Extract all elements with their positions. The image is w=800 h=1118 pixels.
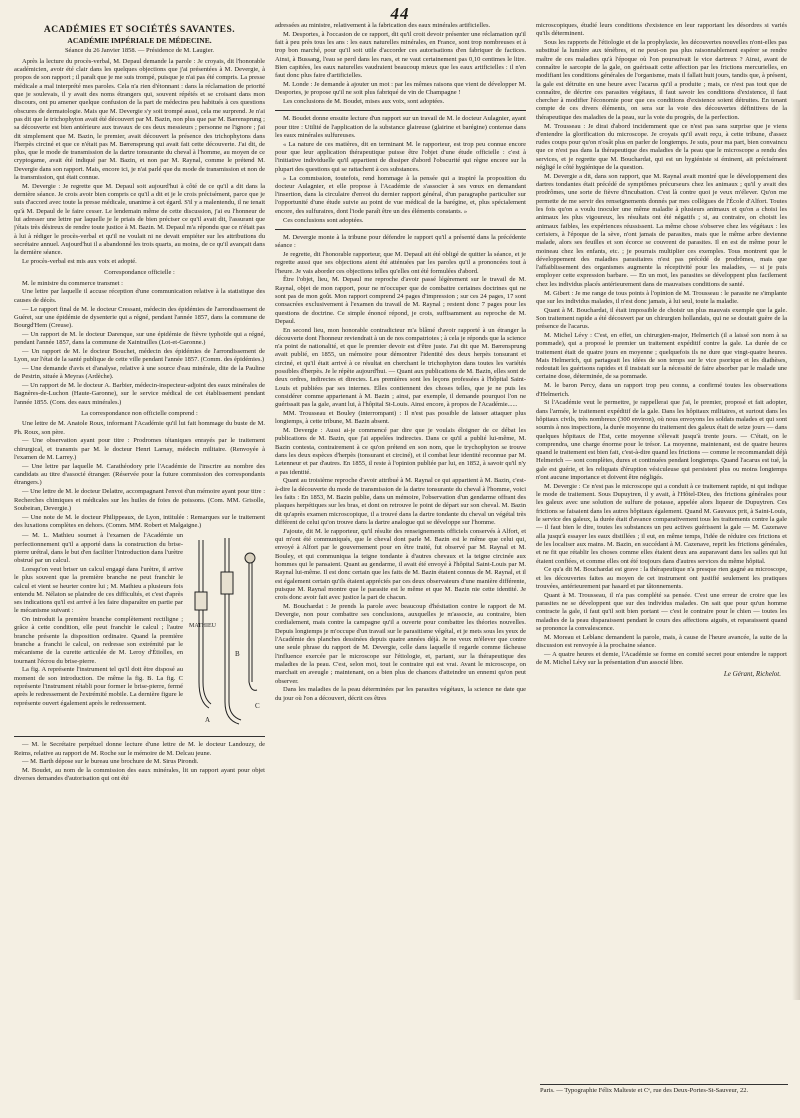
paragraph: — M. L. Mathieu soumet à l'examen de l'Académie un perfectionnement qu'il a apporté dans la construction du brise-pierre urétral, dans le but d'en faciliter l'introduction dans l'urètre obstrué par un calcul.: [14, 532, 183, 565]
paragraph: microscopiques, étudié leurs conditions d'existence en leur rapportant les désordres si variés qu'ils déterminent.: [536, 22, 787, 38]
paragraph: Dans les maladies de la peau déterminées par les parasites végétaux, la science ne date que du jour où l'on a découvert, décrit ces êtres: [275, 686, 526, 702]
academy-heading: ACADÉMIE IMPÉRIALE DE MÉDECINE.: [67, 36, 212, 46]
paragraph: — Un rapport de M. le docteur Darenque, sur une épidémie de fièvre typhoïde qui a régné, pendant l'année 1857, dans la commune de Xaintrailles (Lot-et-Garonne.): [14, 330, 265, 347]
paragraph: Ces conclusions sont adoptées.: [283, 216, 364, 224]
paragraph: Sous les rapports de l'étiologie et de la prophylaxie, les découvertes nouvelles n'ont-elles pas substitué la lumière aux ténèbres, et ne peut-on pas plus raisonnablement espérer se rendre maître de ces maladies qu'à l'époque où l'on poursuivait le vice dartreux ? Ainsi, avant de connaître le sarcopte de la gale, on guérissait cette affection par les frictions mercurielles, en modifiant les conditions générales de l'organisme, mais il fallait huit jours, tandis que, à présent, la gale est détruite en une heure avec l'acarus qu'il a produite ; mais, ce n'est pas tout que de connaître, de décrire ces parasites végétaux, il faut savoir les conditions d'existence, il faut chercher à modifier l'économie pour que ces conditions d'existence soient détruites. En tenant compte de ces divers éléments, on sera sur la voie des découvertes définitives de la thérapeutique des maladies de la peau, sur la voie du progrès, de la perfection.: [536, 39, 787, 121]
page-edge-shadow: [792, 100, 800, 1000]
divider: [275, 110, 526, 111]
figure-maker-label: MATHIEU: [189, 623, 216, 630]
paragraph: M. Gibert : Je me range de tous points à l'opinion de M. Trousseau : le parasite ne s'implante que sur les individus malades, il n'est donc jamais, à lui seul, toute la maladie.: [536, 289, 787, 305]
figure-label-b: B: [235, 650, 240, 659]
paragraph: « La nature de ces matières, dit en terminant M. le rapporteur, est trop peu connue encore pour que leur application thérapeutique puisse être l'objet d'une étude officielle : c'est à l'initiative individuelle qu'il appartient de dissiper d'abord l'obscurité qui règne encore sur la plupart des questions qui se rattachent à ces substances.: [275, 140, 526, 173]
paragraph: » La commission, toutefois, rend hommage à la pensée qui a inspiré la proposition du docteur Aulagnier, et elle propose à l'Académie de s'associer à ses vœux en demandant l'insertion, dans la circulaire d'envoi du dernier rapport général, d'un paragraphe particulier sur l'opportunité d'une étude suivie au point de vue médical de la barégine, et, plus spécialement encore, des sulfuraires, dont l'iode paraît être un des éléments constants. »: [275, 174, 526, 215]
paragraph: M. Devergie monte à la tribune pour défendre le rapport qu'il a présenté dans la précédente séance :: [275, 233, 526, 250]
figure-text: [14, 532, 183, 732]
paragraph: M. Devergie : Ce n'est pas le microscope qui a conduit à ce traitement rapide, ni qui indique le mode de traitement. Sous Dupuytren, il y avait, à l'Hôtel-Dieu, des frictions générales pour les galeux avec une solution de sulfure de potasse, appelée alors liqueur de Dupuytren. Ces frictions se faisaient dans les autres hôpitaux également. Quand M. Gauvaux prit, à Saint-Louis, le service des galeux, la durée était d'avance comparativement tous les traitements contre la gale — il faut bien le dire, toutes les substances un peu actives guérissent la gale — M. Cazenave alla jusqu'à essayer les eaux distillées ; il eut, en même temps, l'idée de réduire ces frictions et de les localiser aux mains. M. Bazin, en succédant à M. Cazenave, reprit les frictions générales, et ne fit que rétablir les choses comme elles étaient deux ans auparavant dans les salles qui lui étaient confiées, et comme elles ont été toujours dans d'autres services du même hôpital.: [536, 482, 787, 565]
column-2: [275, 22, 526, 1082]
paragraph: MM. Trousseau et Bouley (interrompant) : Il n'est pas possible de laisser attaquer plus longtemps, à cette tribune, M. Bazin absent.: [275, 410, 526, 426]
paragraph: M. Londe : Je demande à ajouter un mot : par les mêmes raisons que vient de développer M. Desportes, je propose qu'il ne soit plus fabriqué de vin de Champagne !: [275, 81, 526, 97]
signature: Le Gérant, Richelot.: [723, 670, 781, 679]
divider: [14, 736, 265, 737]
column-1: [14, 22, 265, 1082]
paragraph: Après la lecture du procès-verbal, M. Depaul demande la parole : Je croyais, dit l'honorable académicien, avoir été clair dans les quelques objections que j'ai présentées à M. Devergie, à propos de son rapport ; il paraît que je me suis trompé, puisque je n'ai pas été compris. La presse médicale a mal interprété mes paroles. Cela n'a rien d'étonnant : dans la réclamation de priorité que je soulevais, il y avait des noms étrangers qui, souvent répétés et se croisant dans mon discours, ont pu amener quelque confusion de la part de médecins peu habitués à ces questions obscures de dermatologie. Mais que M. Devergie s'y soit trompé aussi, cela me surprend. Je n'ai pas dit que le trichophyton avait été découvert par M. Bazin, non plus que par M. Bærensprung ; sa découverte est bien antérieure aux travaux de ces deux messieurs ; personne ne l'ignore ; j'ai dit simplement que M. Bazin, le premier, avait découvert la présence des trichophytons dans l'herpès circiné et que ce n'était pas M. Bærensprung qui avait fait cette découverte. J'ai dit, de plus, que le mode de transmission de la dartre tonsurante du cheval à l'homme, au moyen de ce cryptogame, avait été indiqué par M. Bazin, et non par M. Raynal, comme le prétend M. Devergie dans son rapport. Mais, encore ici, je n'ai parlé que du mode de transmission et non de la transmission, qui était connue.: [14, 57, 265, 182]
paragraph: La fig. A représente l'instrument tel qu'il doit être disposé au moment de son introduction. De même la fig. B. La fig. C représente l'instrument rétabli pour former le brise-pierre, fermé après le redressement de l'extrémité mobile. La dernière figure le représente ouvert également après le redressement.: [14, 666, 184, 707]
paragraph: On introduit la première branche complètement rectiligne ; grâce à cette condition, elle peut franchir le calcul ; l'autre branche présente la disposition ordinaire. Quand la première branche a franchi le calcul, on redresse son extrémité par le mécanisme de la curette articulée de M. Leroy d'Étiolles, en tournant l'écrou du brise-pierre.: [14, 616, 183, 665]
paragraph: M. le ministre du commerce transmet :: [22, 279, 123, 287]
paragraph: M. Boudet, au nom de la commission des eaux minérales, lit un rapport ayant pour objet diverses demandes d'autorisation qui ont été: [14, 767, 265, 783]
paragraph: J'ajoute, dit M. le rapporteur, qu'il résulte des renseignements officiels conservés à Alfort, et qui m'ont été communiqués, que le cheval dont parle M. Bazin est le même que celui qui, envoyé à Alfort par le gouvernement pour en être traité, fut observé par M. Raynal et M. Bouley, et qui communiqua la teigne tondante à d'autres chevaux et la teigne circinée aux hommes qui le pansaient. Quant au gendarme, il avait été envoyé à l'hôpital Saint-Louis par M. Raynal lui-même. Il est donc certain que les faits de M. Bazin étaient connus de M. Raynal, et il est également certain qu'ils étaient appréciés par ces deux observateurs d'une manière différente, puisque M. Raynal montre que le parasite est le même et que M. Bazin nie cette identité. Je crois donc avoir fait avec justice la part de chacun.: [275, 527, 526, 602]
correspondence-heading: Correspondance officielle :: [104, 269, 175, 277]
paragraph: — Un rapport de M. le docteur Bouchet, médecin des épidémies de l'arrondissement de Lyon, sur l'état de la santé publique de cette ville pendant l'année 1857. (Comm. des épidémies.): [14, 347, 265, 364]
column-3: [536, 22, 787, 1082]
paragraph: — Une lettre par laquelle M. Carathéodory prie l'Académie de l'inscrire au nombre des candidats au titre d'associé étranger. (Réservée pour la future commission des correspondants étrangers.): [14, 462, 265, 487]
paragraph: — Une note de M. le docteur Philippeaux, de Lyon, intitulée : Remarques sur le traitement des luxations complètes en dehors. (Comm. MM. Robert et Malgaigne.): [14, 513, 265, 529]
paragraph: Une lettre par laquelle il accuse réception d'une communication relative à la statistique des causes de décès.: [14, 288, 265, 304]
paragraph: Le procès-verbal est mis aux voix et adopté.: [22, 258, 137, 266]
figure-label-c: C: [255, 702, 260, 711]
paragraph: M. Devergie a dit, dans son rapport, que M. Raynal avait montré que le développement des dartres tondantes était précédé de symptômes précurseurs chez les animaux ; qu'il y avait des prodrômes, une sorte de fièvre d'incubation. C'est là contre quoi je veux m'élever. Qu'on me permette de me servir des renseignements donnés par mes collègues de l'École d'Alfort. Toutes les fois qu'on a voulu inoculer une même maladie à plusieurs animaux et qu'on a choisi les animaux les plus vigoureux, les résultats ont été négatifs ; si, au contraire, on choisit les animaux faibles, les expériences réussissent. La même chose s'observe chez les végétaux : les cerisiers, à l'époque de la sève, n'ont jamais de parasites, mais que le même arbre devienne malade, alors ses feuilles et son écorce se couvrent de parasites. Il en est de même pour le moineau chez les enfants, etc. ; je pourrais multiplier ces exemples. Tous montrent que le développement des maladies parasitaires n'est pas précédé de prodrômes, mais que l'affaiblissement des organismes augmente la réceptivité pour les maladies, — si je puis employer cette expression barbare. — En un mot, les parasites se développent plus facilement chez les individus placés antérieurement dans de mauvaises conditions de santé.: [536, 172, 787, 288]
correspondence-heading-2: La correspondance non officielle comprend :: [81, 410, 198, 418]
paragraph: M. Trousseau : Je dirai d'abord incidemment que ce n'est pas sans surprise que je viens d'entendre la glorification du microscope. Je croyais qu'il avait reçu, à cette tribune, d'assez rudes coups pour qu'on n'osât plus en parler de longtemps. Je suis, pour ma part, bien convaincu que ce n'est pas dans la thérapeutique des maladies de la peau que le microscope a rendu des services, et je regrette que M. Bouchardat, qui est un hygiéniste si éminent, ait précisément négligé le côté hygiénique de la question.: [536, 122, 787, 172]
paragraph: — Une demande d'avis et d'analyse, relative à une source d'eau minérale, dite de la Pauline de Pestrin, située à Meyras (Ardèche).: [14, 365, 265, 381]
divider: [275, 229, 526, 230]
paragraph: Être l'objet, lieu, M. Depaul me reproche d'avoir passé légèrement sur le travail de M. Raynal, objet de mon rapport, pour ne m'occuper que de combattre certaines doctrines qui ne sont pas de mon goût. Mon rapport comprend 24 pages d'impression ; sur ces 24 pages, 17 sont consacrées exclusivement à l'examen du travail de M. Raynal ; restent donc 7 pages pour les questions de doctrine. Ce simple énoncé répond, je crois, suffisamment au reproche de M. Depaul.: [275, 276, 526, 325]
paragraph: Quant à M. Trousseau, il n'a pas complété sa pensée. C'est une erreur de croire que les parasites ne se développent que sur des individus malades. On sait que pour qu'un homme contracte la gale, il faut qu'il soit bien portant — c'est le contraire pour le chien — toutes les maladies de la peau disparaissent pendant le cours des affections aiguës, et reparaissent quand se prononce la convalescence.: [536, 591, 787, 632]
paragraph: — A quatre heures et demie, l'Académie se forme en comité secret pour entendre le rapport de M. Michel Lévy sur la présentation d'un associé libre.: [536, 650, 787, 667]
paragraph: — Une observation ayant pour titre : Prodromes tétaniques enrayés par le traitement chirurgical, et transmis par M. le docteur Henri Larnay, médecin militaire. (Renvoyée à l'examen de M. Larrey.): [14, 437, 265, 462]
section-rubric: ACADÉMIES ET SOCIÉTÉS SAVANTES.: [43, 25, 236, 35]
figure-block: [14, 532, 265, 732]
paragraph: M. Michel Lévy : C'est, en effet, un chirurgien-major, Helmerich (il a laissé son nom à sa pommade), qui a proposé le premier un traitement expéditif contre la gale. La durée de ce traitement était de quatre jours en moyenne ; quelquefois ils ne dure que vingt-quatre heures. Mais Helmerich, qui partageait les idées de son temps sur le vice psorique et les diathèses, redoutait les guérisons rapides et il insistait sur la nécessité de faire absorber par le malade une certaine dose, déterminée, de sa pommade.: [536, 331, 787, 381]
paragraph: Une lettre de M. Anatole Roux, informant l'Académie qu'il lui fait hommage du buste de M. Ph. Roux, son père.: [14, 420, 265, 436]
paragraph: M. Boudet donne ensuite lecture d'un rapport sur un travail de M. le docteur Aulagnier, ayant pour titre : Utilité de l'application de la substance glaireuse (glairine et barégine) contenue dans les eaux minérales sulfureuses.: [275, 115, 526, 140]
paragraph: — M. le Secrétaire perpétuel donne lecture d'une lettre de M. le docteur Landouzy, de Reims, relative au rapport de M. Roche sur le mémoire de M. Delcau jeune.: [14, 741, 265, 757]
paragraph: Je regrette, dit l'honorable rapporteur, que M. Depaul ait été obligé de quitter la séance, et je regrette aussi que ses objections aient été atténuées par les paroles qu'il a prononcées tout à l'heure. Je vais aborder ces objections telles qu'elles ont été formulées d'abord.: [275, 250, 526, 275]
paragraph: M. Desportes, à l'occasion de ce rapport, dit qu'il croit devoir présenter une réclamation qu'il fait à peu près tous les ans : les eaux naturelles minérales, en France, sont trop nombreuses et à trop bon marché, pour qu'il soit utile d'accorder ces autorisations d'en fabriquer de factices. Ainsi, à Bussang, l'eau se perd dans les rues, et ne vaut certainement pas 0,10 centimes le litre. Bien capitées, les eaux naturelles vaudraient beaucoup mieux que les eaux artificielles : il n'en faut donc plus faire d'artificielles.: [275, 30, 526, 80]
paragraph: — Le rapport final de M. le docteur Cressant, médecin des épidémies de l'arrondissement de Guéret, sur une épidémie de dysenterie qui a régné, pendant l'année 1857, dans la commune de Bourgd'Hem (Creuse).: [14, 305, 265, 330]
figure-label-a: A: [205, 716, 211, 725]
paragraph: — M. Barth dépose sur le bureau une brochure de M. Sirus Pirondi.: [22, 758, 199, 766]
paragraph: — Un rapport de M. le docteur A. Barbier, médecin-inspecteur-adjoint des eaux minérales de Bagnères-de-Luchon (Haute-Garonne), sur le service médical de cet établissement pendant l'année 1855. (Com. des eaux minérales.): [14, 382, 265, 406]
columns: [14, 22, 788, 1082]
paragraph: Quant à M. Bouchardat, il était impossible de choisir un plus mauvais exemple que la gale. Son traitement rapide a été découvert par un chirurgien hollandais, qui ne se doutait guère de la présence de l'acarus.: [536, 306, 787, 331]
paragraph: M. Devergie : Aussi ai-je commencé par dire que je voulais éloigner de ce débat les publications de M. Bazin, que j'ai appelées indirectes. Dans ce qu'il a publié lui-même, M. Bazin contesta, contrairement à ce qu'on prétend en son nom, que le trychophyton se trouve dans les deux espèces d'herpès (tonsurant et circiné), et il combat leur identité reconnue par M. Letenneur et par d'autres. En 1855, il reste à l'opinion publiée par lui, en 1852, à savoir qu'il n'y a pas identité.: [275, 427, 526, 476]
paragraph: M. Moreau et Leblanc demandent la parole, mais, à cause de l'heure avancée, la suite de la discussion est renvoyée à la prochaine séance.: [536, 633, 787, 649]
paragraph: M. Bouchardat : Je prends la parole avec beaucoup d'hésitation contre le rapport de M. Devergie, non pour combattre ses conclusions, auxquelles je m'associe, au contraire, bien cordialement, mais contre la campagne qu'il a ouverte pour combattre les théories nouvelles. Depuis longtemps je m'occupe d'un travail sur le parasitisme végétal, et je mets sous les yeux de l'Académie des planches dessinées depuis quatre années déjà. Je ne veux m'élever que contre une seule phrase du rapport de M. Devergie, celle dans laquelle il regarde comme fâcheuse l'influence exercée par le microscope sur l'étiologie, et, partant, sur la thérapeutique des maladies de la peau. C'est, selon moi, tout le contraire qui est vrai. Avant le microscope, on marchait en aveugle ; maintenant, on a bien plus de chances d'atteindre un ennemi qu'on peut observer.: [275, 602, 526, 685]
paragraph: Quant au troisième reproche d'avoir attribué à M. Raynal ce qui appartient à M. Bazin, c'est-à-dire la découverte du mode de transmission de la dartre tonsurante du cheval à l'homme, voici les faits : En 1853, M. Bazin publie, dans un mémoire, l'observation d'un gendarme offrant des plaques herpétiques sur les bras, et dont on retrouve le point de départ sur son cheval. M. Bazin dit qu'après examen microscopique, il a trouvé dans la dartre tondante du cheval un végétal très différent de celui qu'on trouve dans la dartre analogue qui se développe sur l'homme.: [275, 477, 526, 526]
paragraph: Les conclusions de M. Boudet, mises aux voix, sont adoptées.: [283, 98, 445, 106]
paragraph: Si l'Académie veut le permettre, je rappellerai que j'ai, le premier, proposé et fait adopter, dans l'armée, le traitement expéditif de la gale. Dans les hôpitaux militaires, et surtout dans les hôpitaux civils, très nombreux (300 environ), où nous envoyons les soldats malades et qui sont soumis à nos inspections, la durée moyenne du traitement des galeux était de seize jours — dans quelques hôpitaux de l'Est, cette moyenne s'élevait jusqu'à trente jours. — C'était, on le comprendra, une charge énorme pour le trésor. La moyenne, maintenant, est de quatre heures quand le traitement est bien fait, c'est-à-dire quand les frictions — comme le recommandait déjà Helmerich — sont complètes, dures et continuées pendant longtemps. Quand l'acarus est tué, la gale est guérie, et les reliquats d'éruption vésiculeuse qui persistent plus ou moins longtemps n'ont aucune importance et doivent être négligés.: [536, 399, 787, 482]
paragraph: adressées au ministre, relativement à la fabrication des eaux minérales artificielles.: [275, 22, 491, 29]
paragraph: Ce qu'a dit M. Bouchardat est grave : la thérapeutique n'a presque rien gagné au microscope, et les découvertes faites au moyen de cet instrument ont justifié seulement les pratiques trouvées, antérieurement par hasard et par tâtonnements.: [536, 566, 787, 590]
page-number: 44: [390, 4, 410, 23]
paragraph: — Une lettre de M. le docteur Delattre, accompagnant l'envoi d'un mémoire ayant pour titre : Recherches chimiques et médicales sur les huiles de foies de poissons. (Com. MM. Grisolle, Soubeiran, Devergie.): [14, 488, 265, 512]
paragraph: M. le baron Percy, dans un rapport trop peu connu, a confirmé toutes les observations d'Helmerich.: [536, 382, 787, 398]
paragraph: M. Devergie : Je regrette que M. Depaul soit aujourd'hui à côté de ce qu'il a dit dans la dernière séance. Je crois avoir bien compris ce qu'il a dit et je le crois précisément, parce que je suis d'accord avec toute la presse médicale, unanime à cet égard. S'il y a malentendu, il ne tenait qu'à M. Depaul de le faire cesser. Le lendemain même de cette discussion, j'ai eu l'honneur de lui adresser une lettre par laquelle je le priais de bien préciser ce qu'il avait dit, l'assurant que j'étais très désireux de rendre toute justice à M. Bazin. M. Depaul m'a répondu que ce n'était pas à lui à rédiger le procès-verbal et qu'il ne voulait ni ne devait empiéter sur les attributions du secrétaire annuel. Aujourd'hui il a abandonné les trois quarts, au moins, de ce qu'il avançait dans la dernière séance.: [14, 182, 265, 257]
paragraph: En second lieu, mon honorable contradicteur m'a blâmé d'avoir rapporté à un étranger la découverte dont l'honneur reviendrait à un de nos compatriotes ; à cela je réponds que la science n'a point de nationalité, et que le premier devoir est d'être juste. J'ai dit que M. Bærensprung avait publié, en 1855, un mémoire pour démontrer l'identité des deux herpès tonsurant et circiné, et qu'il était arrivé à ce résultat en cherchant le trichophyton dans toutes les variétés possibles d'herpès. Je le répète aujourd'hui. — Quant aux publications de M. Bazin, elles sont de deux ordres, indirectes et directes. Les premières sont les leçons professées à l'hôpital Saint-Louis et publiées par ses internes. Elles contiennent des choses telles, que je ne puis les considérer comme appartenant à M. Bazin ; ainsi, par exemple, il demande pourquoi l'on ne guérissait pas la gale, avant lui, à l'hôpital St-Louis. Ainsi encore, à propos de l'Académie......: [275, 326, 526, 409]
session-line: Séance du 26 Janvier 1858. — Présidence de M. Laugier.: [64, 46, 215, 54]
printer-imprint: Paris. — Typographie Félix Malteste et Cᵉ, rue des Deux-Portes-St-Sauveur, 22.: [540, 1084, 788, 1094]
paragraph: Lorsqu'on veut briser un calcul engagé dans l'urètre, il arrive le plus souvent que la première branche ne peut franchir le calcul et vient se heurter contre lui ; M. Mathieu a plusieurs fois entendu M. Nélaton se plaindre de ces difficultés, et c'est d'après ses indications qu'il est arrivé à les faire disparaître en partie par le mécanisme suivant :: [14, 565, 183, 615]
lithotrite-illustration: [185, 532, 265, 732]
